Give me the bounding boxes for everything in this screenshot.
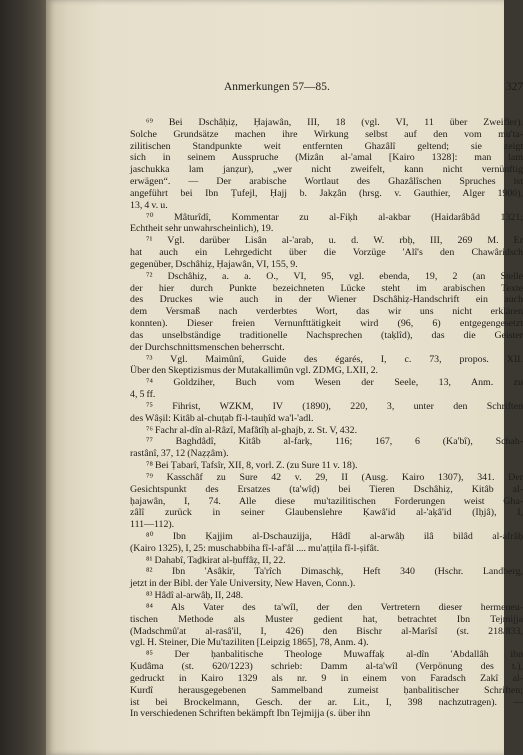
- note-line: Echtheit sehr unwahrscheinlich), 19.: [130, 223, 274, 235]
- note-line: 13, 4 v. u.: [130, 199, 168, 211]
- note-line: des Druckes wie auch in der Wiener Dschâhiẓ-Handschrift ein auch: [130, 294, 523, 306]
- note-line: ⁸⁴ Als Vater des ta'wîl, der den Vertretern dieser hermeneu-: [146, 601, 523, 613]
- note-line: ḥajawân, I, 74. Alle diese mu'tazilitischen Forderungen weist Gha-: [130, 495, 523, 507]
- note-line: zilitischen Standpunkte weit entfernten Ghazâlî geltend; sie zeigt: [130, 140, 523, 152]
- note-line: ⁸² Ibn 'Asâkir, Ta'rîch Dimaschḳ, Heft 340 (Hschr. Landberg,: [146, 566, 523, 578]
- note-line: ⁸¹ Dahabî, Taḏkirat al-ḥuffâẓ, II, 22.: [146, 554, 286, 566]
- note-line: ⁷³ Vgl. Maimûnî, Guide des égarés, I, c. 73, propos. XII.: [146, 353, 523, 365]
- note-line: angeführt bei Ibn Ṭufejl, Ḥajj b. Jakẓân (hrsg. v. Gauthier, Alger 1900),: [130, 187, 523, 199]
- page-number: 327: [506, 81, 523, 93]
- note-line: gedruckt in Kairo 1329 als nr. 9 in einem von Faradsch Zakî al-: [130, 672, 523, 684]
- note-line: 4, 5 ff.: [130, 389, 156, 401]
- note-line: ⁸⁰ Ibn Ḳajjim al-Dschauzijja, Hâdî al-arwâḥ ilâ bilâd al-afrâḥ: [146, 530, 523, 542]
- note-line: rastânî, 37, 12 (Naẓẓâm).: [130, 448, 229, 460]
- note-line: Solche Grundsätze machen ihre Wirkung selbst auf den vom mu'ta-: [130, 128, 523, 140]
- note-line: sich in seinem Ausspruche (Mizân al-'amal [Kairo 1328]: man lam: [130, 152, 523, 164]
- running-head: Anmerkungen 57—85.: [224, 81, 330, 93]
- note-line: dem Versmaß nach verderbtes Wort, das wir uns nicht erklären: [130, 306, 523, 318]
- note-line: jetzt in der Bibl. der Yale University, New Haven, Conn.).: [130, 578, 356, 590]
- note-line: 111—112).: [130, 519, 175, 531]
- page-header: [130, 81, 523, 101]
- note-line: (Kairo 1325), I, 25: muschabbiha fî-l-af'âl .... mu'aṭṭila fî-l-ṣifât.: [130, 542, 380, 554]
- note-line: ⁸⁵ Der ḥanbalitische Theologe Muwaffaḳ al-dîn 'Abdallâh ibn: [146, 649, 523, 661]
- note-line: der hier durch Punkte bezeichneten Lücke steht im arabischen Texte: [130, 282, 523, 294]
- note-line: Über den Skeptizismus der Mutakallimûn vgl. ZDMG, LXII, 2.: [130, 365, 379, 377]
- text-block: [130, 81, 523, 720]
- note-line: zâlî zurück in seiner Glaubenslehre Ḳawâ'id al-'aḳâ'id (Iḥjâ), I,: [130, 507, 523, 519]
- note-line: tischen Methode als Muster gedient hat, betrachtet Ibn Tejmijja: [130, 613, 523, 625]
- note-line: konnten). Dieser freien Vernunfttätigkeit wird (96, 6) entgegengesetzt: [130, 318, 523, 330]
- note-line: ⁸³ Hâdî al-arwâḥ, II, 248.: [146, 590, 244, 602]
- note-line: erwägen“. — Der arabische Wortlaut des Ghazâlîschen Spruches ist: [130, 176, 523, 188]
- note-line: Gesichtspunkt des Ersatzes (ta'wîḍ) bei Tieren Dschâhiẓ, Kitâb al-: [130, 483, 523, 495]
- note-line: Ḳudâma (st. 620/1223) schrieb: Damm al-ta'wîl (Verpönung des t.),: [130, 661, 523, 673]
- note-line: ⁷⁹ Kasschâf zu Sure 42 v. 29, II (Ausg. Kairo 1307), 341. Der: [146, 471, 523, 483]
- note-line: gegenüber, Dschâhiẓ, Ḥajawân, VI, 155, 9.: [130, 258, 298, 270]
- note-line: In verschiedenen Schriften bekämpft Ibn Tejmijja (s. über ihn: [130, 708, 371, 720]
- note-line: das unselbständige traditionelle Nachsprechen (taḳlîd), das die Geister: [130, 329, 523, 341]
- note-line: ⁷¹ Vgl. darüber Lisân al-'arab, u. d. W. rbḥ, III, 269 M. Er: [146, 235, 523, 247]
- note-line: hat auch ein Lehrgedicht über die Vorzüge 'Alî's den Chawâridsch: [130, 247, 523, 259]
- note-line: vgl. H. Steiner, Die Mu'taziliten [Leipzig 1865], 78, Anm. 4).: [130, 637, 369, 649]
- note-line: ⁷⁵ Fihrist, WZKM, IV (1890), 220, 3, unter den Schriften: [146, 400, 523, 412]
- note-line: jaschukka lam janẓur), „wer nicht zweifelt, kann nicht vernünftig: [130, 164, 523, 176]
- note-line: ⁷⁸ Bei Ṭabarî, Tafsîr, XII, 8, vorl. Z. (zu Sure 11 v. 18).: [146, 460, 358, 472]
- note-line: (Madschmû'at al-rasâ'il, I, 426) den Bischr al-Marîsî (st. 218/833,: [130, 625, 523, 637]
- note-line: ⁷⁶ Fachr al-dîn al-Râzî, Mafâtîḥ al-ghajb, z. St. V, 432.: [146, 424, 358, 436]
- note-line: ⁶⁹ Bei Dschâḥiẓ, Ḥajawân, III, 18 (vgl. VI, 11 über Zweifler).: [146, 117, 523, 128]
- note-line: des Wâṣil: Kitâb al-chuṭab fî-l-tauḥîd wa'l-'adl.: [130, 412, 314, 424]
- note-line: Kurdî herausgegebenen Sammelband zumeist ḥanbalitischer Schriften;: [130, 684, 523, 696]
- note-line: ist bei Brockelmann, Gesch. der ar. Lit., I, 398 nachzutragen). —: [130, 696, 523, 708]
- note-line: ⁷⁴ Goldziher, Buch vom Wesen der Seele, 13, Anm. zu: [146, 377, 523, 389]
- note-line: ⁷⁷ Baghdâdî, Kitâb al-farḳ, 116; 167, 6 (Ka'bî), Schah-: [146, 436, 523, 448]
- book-gutter: [0, 0, 50, 755]
- note-line: der Durchschnittsmenschen beherrscht.: [130, 341, 285, 353]
- note-line: ⁷² Dschâhiẓ, a. a. O., VI, 95, vgl. ebenda, 19, 2 (an Stelle: [146, 270, 523, 282]
- endnotes: [130, 117, 523, 720]
- book-page: [46, 0, 523, 755]
- note-line: ⁷⁰ Mâturîdî, Kommentar zu al-Fiḳh al-akbar (Haidarâbâd 1321;: [146, 211, 523, 223]
